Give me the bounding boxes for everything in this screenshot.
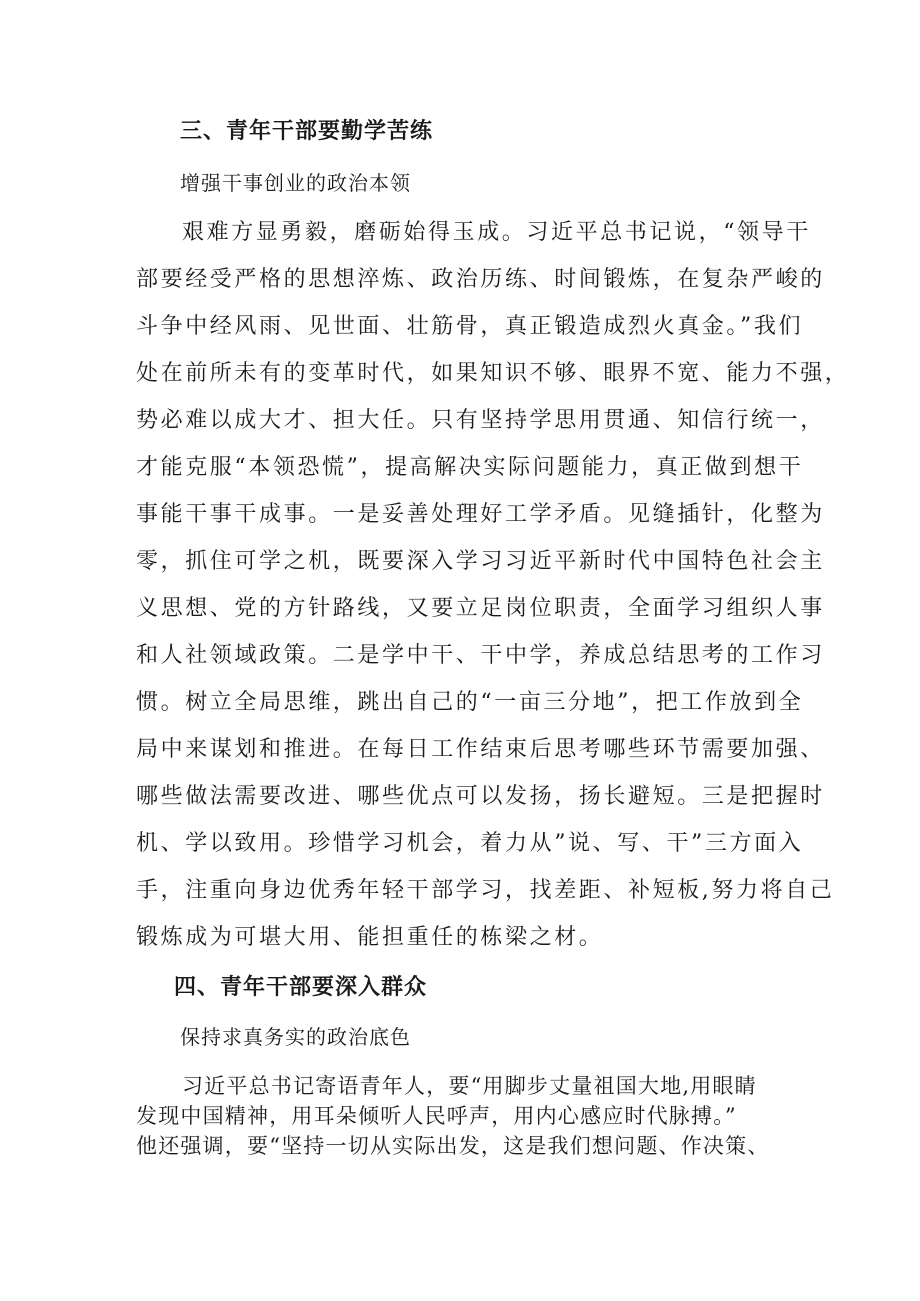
paragraph-line: 惯。树立全局思维，跳出自己的“一亩三分地”，把工作放到全 [136,690,804,715]
paragraph-line: 处在前所未有的变革时代，如果知识不够、眼界不宽、能力不强， [136,361,850,386]
paragraph-line: 艰难方显勇毅，磨砺始得玉成。习近平总书记说，“领导干 [182,220,811,245]
paragraph-line: 才能克服“本领恐慌”，提高解决实际问题能力，真正做到想干 [136,455,804,480]
section-3-heading: 三、青年干部要勤学苦练 [180,119,434,144]
paragraph-line: 发现中国精神，用耳朵倾听人民呼声，用内心感应时代脉搏。” [136,1104,737,1128]
section-3-subtitle: 增强干事创业的政治本领 [180,171,411,195]
paragraph-line: 哪些做法需要改进、哪些优点可以发扬，扬长避短。三是把握时 [136,784,825,809]
paragraph-line: 部要经受严格的思想淬炼、政治历练、时间锻炼，在复杂严峻的 [136,267,825,292]
paragraph-line: 他还强调，要“坚持一切从实际出发，这是我们想问题、作决策、 [136,1134,770,1158]
section-4-heading: 四、青年干部要深入群众 [174,975,428,1000]
paragraph-line: 事能干事干成事。一是妥善处理好工学矛盾。见缝插针，化整为 [136,502,825,527]
paragraph-line: 零，抓住可学之机，既要深入学习习近平新时代中国特色社会主 [136,549,825,574]
paragraph-line: 机、学以致用。珍惜学习机会，着力从”说、写、干”三方面入 [136,831,804,856]
paragraph-line: 局中来谋划和推进。在每日工作结束后思考哪些环节需要加强、 [136,737,825,762]
paragraph-line: 锻炼成为可堪大用、能担重任的栋梁之材。 [136,925,604,950]
paragraph-line: 斗争中经风雨、见世面、壮筋骨，真正锻造成烈火真金。”我们 [136,314,804,339]
paragraph-line: 习近平总书记寄语青年人，要“用脚步丈量祖国大地,用眼睛 [182,1074,757,1098]
paragraph-line: 和人社领域政策。二是学中干、干中学，养成总结思考的工作习 [136,643,825,668]
paragraph-line: 义思想、党的方针路线，又要立足岗位职责，全面学习组织人事 [136,596,825,621]
section-4-subtitle: 保持求真务实的政治底色 [180,1025,411,1049]
paragraph-line: 手，注重向身边优秀年轻干部学习，找差距、补短板,努力将自己 [136,878,835,903]
paragraph-line: 势必难以成大才、担大任。只有坚持学思用贯通、知信行统一， [136,408,825,433]
